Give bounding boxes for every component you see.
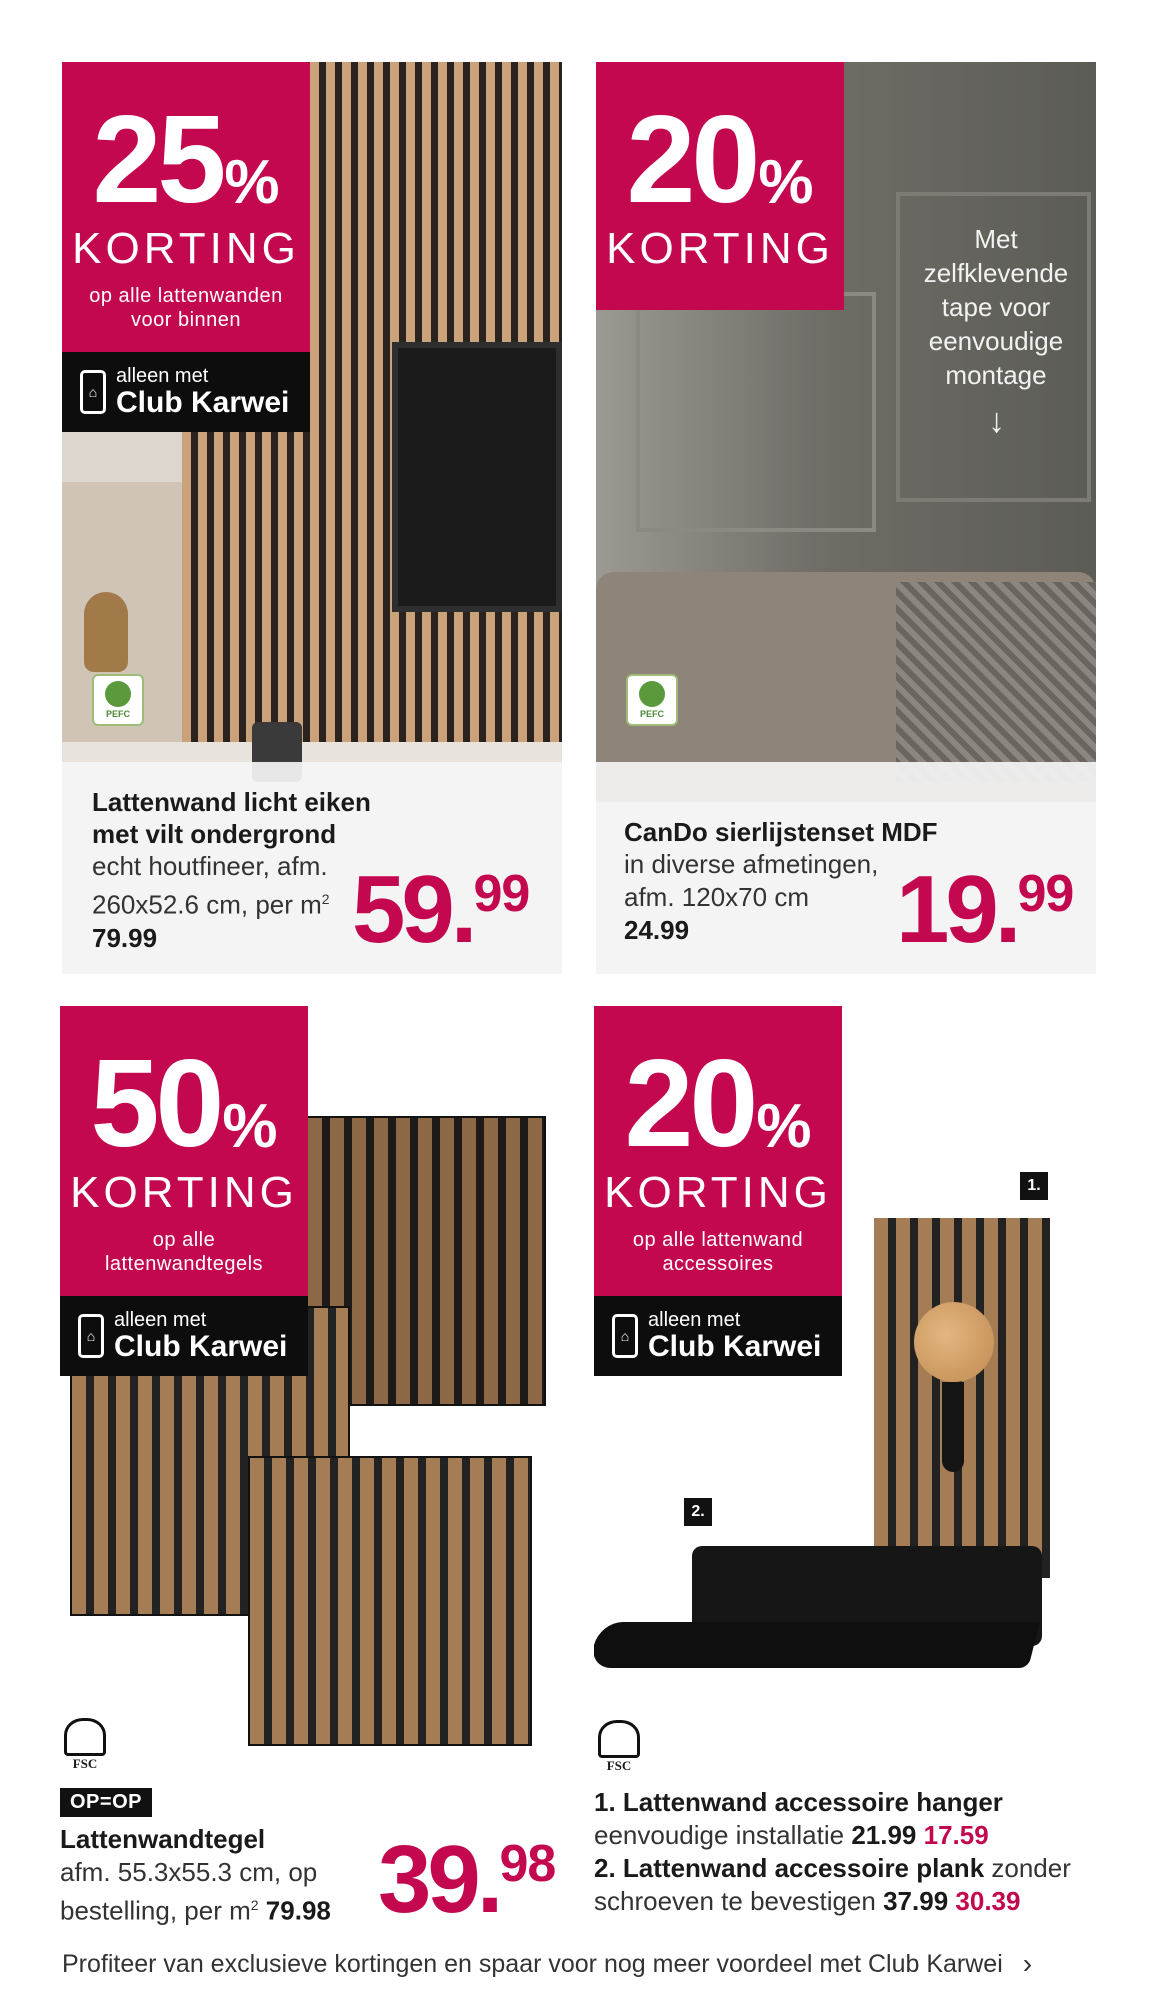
promo-tile-lattenwandtegel[interactable] bbox=[60, 1006, 570, 1926]
pefc-logo-icon: PEFC bbox=[626, 674, 678, 726]
old-price: 79.99 bbox=[92, 922, 158, 953]
arrow-icon: ↓ bbox=[988, 402, 1005, 440]
item-1-title: 1. Lattenwand accessoire hanger bbox=[594, 1787, 1003, 1817]
footer-text: Profiteer van exclusieve kortingen en spaar voor nog meer voordeel met Club Karwei bbox=[62, 1949, 1003, 1978]
promo-tile-accessoires[interactable] bbox=[594, 1006, 1114, 1926]
club-small-text: alleen met bbox=[116, 364, 209, 387]
club-big-text: Club Karwei bbox=[648, 1329, 822, 1363]
discount-badge bbox=[596, 62, 844, 310]
discount-percent: 20 % bbox=[626, 91, 814, 229]
discount-subtitle: op alle lattenwanden voor binnen bbox=[89, 285, 283, 331]
mounting-note: Met zelfklevende tape voor eenvoudige montage bbox=[923, 224, 1069, 390]
product-price: 59. 99 bbox=[352, 856, 530, 963]
product-desc: in diverse afmetingen, afm. 120x70 cm bbox=[624, 849, 879, 912]
product-desc: afm. 55.3x55.3 cm, op bestelling, per $m^2$ 79.98 bbox=[60, 1857, 331, 1926]
tile-panel-front bbox=[248, 1456, 532, 1746]
korting-label: KORTING bbox=[70, 1168, 298, 1217]
discount-percent: 50 % bbox=[90, 1035, 278, 1173]
promo-tile-lattenwand[interactable] bbox=[62, 62, 562, 974]
item-2-new-price: 30.39 bbox=[955, 1886, 1021, 1916]
wall-molding-1 bbox=[636, 292, 876, 532]
fsc-logo-icon: FSC bbox=[60, 1718, 110, 1774]
product-title: Lattenwand licht eiken met vilt ondergrond bbox=[92, 787, 371, 849]
product-desc: echt houtfineer, afm. 260x52.6 cm, per $m^2$ 79.99 bbox=[92, 851, 330, 953]
club-karwei-banner bbox=[594, 1296, 842, 1376]
hanger-knob bbox=[914, 1302, 994, 1382]
item-label-2: 2. bbox=[684, 1498, 712, 1526]
throw-blanket bbox=[896, 582, 1096, 782]
old-price: 79.98 bbox=[265, 1895, 331, 1926]
discount-badge bbox=[594, 1006, 842, 1296]
club-big-text: Club Karwei bbox=[114, 1329, 288, 1363]
old-price: 24.99 bbox=[624, 915, 690, 945]
product-title: Lattenwandtegel bbox=[60, 1824, 266, 1854]
hanger-hook bbox=[942, 1382, 964, 1472]
club-karwei-footer-link[interactable] bbox=[62, 1948, 1032, 1980]
item-2-title: 2. Lattenwand accessoire plank bbox=[594, 1853, 985, 1883]
discount-badge bbox=[62, 62, 310, 352]
discount-subtitle: op alle lattenwandtegels bbox=[104, 1229, 264, 1275]
item-2-old-price: 37.99 bbox=[883, 1886, 949, 1916]
club-small-text: alleen met bbox=[114, 1308, 207, 1331]
phone-icon: ⌂ bbox=[80, 370, 106, 414]
korting-label: KORTING bbox=[604, 1168, 832, 1217]
korting-label: KORTING bbox=[606, 224, 834, 273]
korting-label: KORTING bbox=[72, 224, 300, 273]
club-big-text: Club Karwei bbox=[116, 385, 290, 419]
item-label-1: 1. bbox=[1020, 1172, 1048, 1200]
discount-percent: 25 % bbox=[92, 91, 280, 229]
op-op-badge: OP=OP bbox=[60, 1788, 152, 1817]
product-price: 39. 98 bbox=[378, 1826, 556, 1926]
shelf-base bbox=[594, 1622, 1040, 1668]
discount-badge bbox=[60, 1006, 308, 1296]
item-1-new-price: 17.59 bbox=[923, 1820, 989, 1850]
discount-subtitle: op alle lattenwand accessoires bbox=[632, 1229, 804, 1275]
product-price: 19. 99 bbox=[896, 856, 1074, 963]
tv-screen bbox=[392, 342, 562, 612]
fsc-logo-icon: FSC bbox=[594, 1720, 644, 1776]
pefc-logo-icon: PEFC bbox=[92, 674, 144, 726]
product-title: CanDo sierlijstenset MDF bbox=[624, 817, 938, 847]
vase bbox=[84, 592, 128, 672]
chevron-right-icon: › bbox=[1022, 1948, 1033, 1979]
phone-icon: ⌂ bbox=[78, 1314, 104, 1358]
discount-percent: 20 % bbox=[624, 1035, 812, 1173]
item-1-old-price: 21.99 bbox=[851, 1820, 917, 1850]
item-1-info: 1. Lattenwand accessoire hanger eenvoudige installatie 21.99 17.59 2. Lattenwand accessoire plank zonder schroeven te bevestigen 37.99 30.39 bbox=[594, 1787, 1071, 1916]
club-karwei-banner bbox=[62, 352, 310, 432]
phone-icon: ⌂ bbox=[612, 1314, 638, 1358]
club-small-text: alleen met bbox=[648, 1308, 741, 1331]
club-karwei-banner bbox=[60, 1296, 308, 1376]
promo-tile-sierlijsten[interactable] bbox=[596, 62, 1096, 974]
